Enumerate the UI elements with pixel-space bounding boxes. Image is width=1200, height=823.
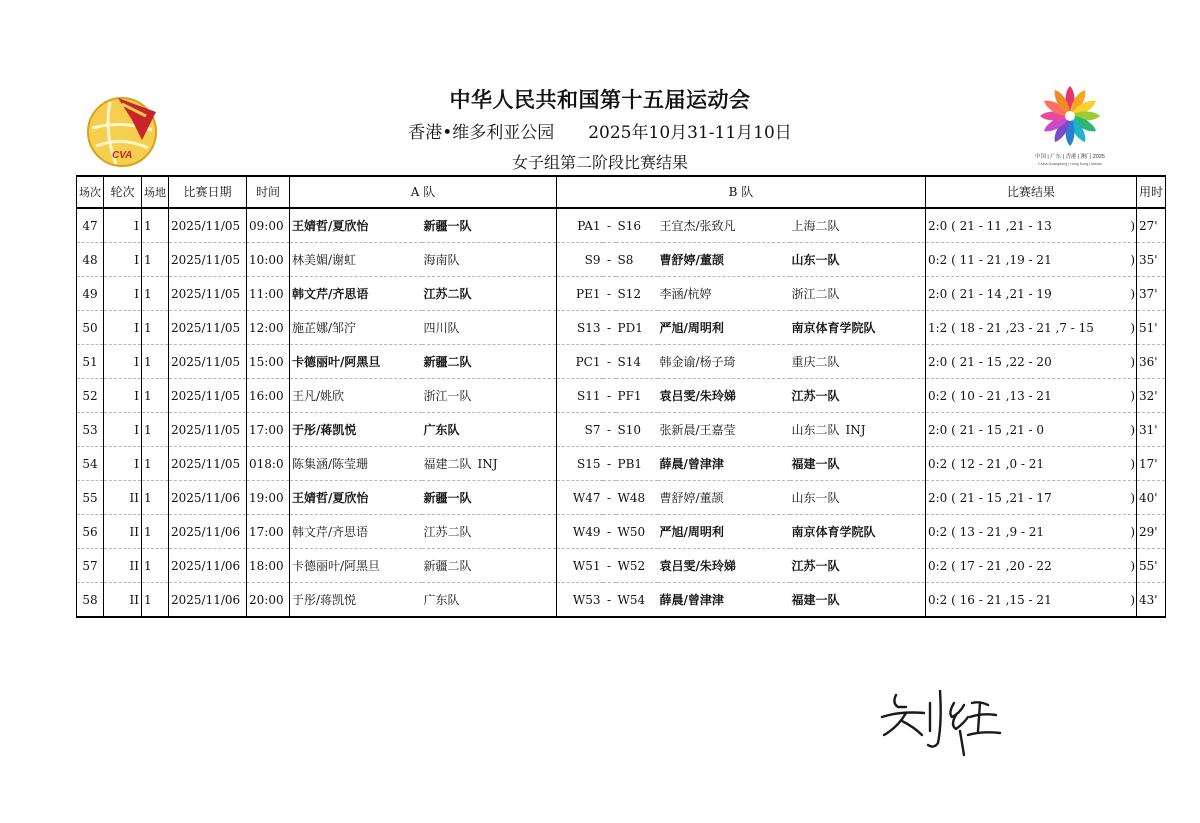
table-row	[77, 379, 1166, 413]
injury-flag	[840, 219, 846, 233]
match-time: 17:00	[247, 515, 290, 549]
round: I	[104, 311, 142, 345]
team-b-players: 张新晨/王嘉莹	[658, 413, 790, 447]
team-b-name	[790, 549, 926, 583]
match-result	[926, 413, 1137, 447]
match-date: 2025/11/05	[169, 379, 247, 413]
injury-flag	[472, 559, 478, 573]
col-header-time: 时间	[247, 176, 290, 208]
games-logo-text: 中国 | 广东 | 香港 | 澳门 2025	[1035, 154, 1105, 160]
team-a-name-text: 新疆二队	[423, 354, 472, 369]
injury-flag	[472, 491, 478, 505]
injury-flag	[460, 321, 466, 335]
match-number: 56	[77, 515, 104, 549]
team-a-name	[422, 311, 557, 345]
match-number: 51	[77, 345, 104, 379]
team-a-name	[422, 208, 557, 243]
result-score: 0:2 ( 11 - 21 ,19 - 21	[928, 252, 1052, 267]
injury-flag	[876, 525, 882, 539]
match-date: 2025/11/06	[169, 515, 247, 549]
team-a-code: S7	[557, 413, 603, 447]
team-b-name-text: 福建一队	[791, 592, 840, 607]
injury-flag: INJ	[845, 422, 866, 437]
code-dash: -	[603, 345, 616, 379]
team-a-code: S13	[557, 311, 603, 345]
result-score: 2:0 ( 21 - 15 ,22 - 20	[928, 354, 1052, 369]
table-row	[77, 243, 1166, 277]
team-b-code: PF1	[616, 379, 658, 413]
result-close-paren: )	[1130, 354, 1135, 369]
venue-and-dates	[0, 118, 1200, 143]
injury-flag	[840, 389, 846, 403]
match-result	[926, 515, 1137, 549]
match-number: 49	[77, 277, 104, 311]
injury-flag	[840, 491, 846, 505]
injury-flag	[840, 287, 846, 301]
team-a-name-text: 福建二队	[423, 456, 472, 471]
round: I	[104, 379, 142, 413]
team-a-code: S9	[557, 243, 603, 277]
team-b-name	[790, 277, 926, 311]
result-close-paren: )	[1130, 558, 1135, 573]
match-date: 2025/11/05	[169, 345, 247, 379]
match-time: 15:00	[247, 345, 290, 379]
match-number: 55	[77, 481, 104, 515]
team-a-code: S15	[557, 447, 603, 481]
court: 1	[142, 481, 169, 515]
team-a-name-text: 广东队	[423, 422, 460, 437]
match-result	[926, 345, 1137, 379]
table-row	[77, 277, 1166, 311]
team-b-name-text: 浙江二队	[791, 286, 840, 301]
court: 1	[142, 515, 169, 549]
match-result	[926, 447, 1137, 481]
team-b-players: 李涵/杭婷	[658, 277, 790, 311]
injury-flag	[876, 321, 882, 335]
injury-flag	[472, 389, 478, 403]
team-a-name	[422, 447, 557, 481]
team-b-code: PD1	[616, 311, 658, 345]
match-time: 018:0	[247, 447, 290, 481]
match-date: 2025/11/05	[169, 243, 247, 277]
team-b-name	[790, 379, 926, 413]
team-b-name-text: 南京体育学院队	[791, 524, 876, 539]
match-duration: 40'	[1137, 481, 1166, 515]
match-duration: 55'	[1137, 549, 1166, 583]
team-b-code: W52	[616, 549, 658, 583]
table-row	[77, 345, 1166, 379]
team-b-players: 曹舒婷/董颉	[658, 243, 790, 277]
team-b-name	[790, 481, 926, 515]
match-result	[926, 208, 1137, 243]
match-time: 19:00	[247, 481, 290, 515]
team-b-code: W54	[616, 583, 658, 618]
team-b-code: PB1	[616, 447, 658, 481]
court: 1	[142, 549, 169, 583]
result-score: 0:2 ( 16 - 21 ,15 - 21	[928, 592, 1052, 607]
team-b-players: 袁吕雯/朱玲娣	[658, 379, 790, 413]
team-a-name-text: 江苏二队	[423, 286, 472, 301]
match-number: 57	[77, 549, 104, 583]
court: 1	[142, 413, 169, 447]
team-a-name-text: 四川队	[423, 320, 460, 335]
team-b-players: 严旭/周明利	[658, 515, 790, 549]
team-a-code: PA1	[557, 208, 603, 243]
code-dash: -	[603, 481, 616, 515]
dates: 2025年10月31-11月10日	[588, 123, 792, 143]
team-a-players: 卡德丽叶/阿黑旦	[290, 549, 422, 583]
team-b-name-text: 山东二队	[791, 422, 840, 437]
match-duration: 36'	[1137, 345, 1166, 379]
table-row	[77, 311, 1166, 345]
match-number: 47	[77, 208, 104, 243]
result-score: 2:0 ( 21 - 15 ,21 - 17	[928, 490, 1052, 505]
result-score: 1:2 ( 18 - 21 ,23 - 21 ,7 - 15	[928, 320, 1094, 335]
code-dash: -	[603, 447, 616, 481]
team-b-name-text: 山东一队	[791, 252, 840, 267]
team-b-players: 袁吕雯/朱玲娣	[658, 549, 790, 583]
match-number: 52	[77, 379, 104, 413]
results-table	[76, 175, 1166, 618]
injury-flag	[472, 355, 478, 369]
match-date: 2025/11/05	[169, 413, 247, 447]
team-a-players: 王婧哲/夏欣怡	[290, 208, 422, 243]
team-b-code: S12	[616, 277, 658, 311]
team-a-name-text: 广东队	[423, 592, 460, 607]
col-header-duration: 用时	[1137, 176, 1166, 208]
round: II	[104, 583, 142, 618]
result-score: 2:0 ( 21 - 15 ,21 - 0	[928, 422, 1045, 437]
injury-flag	[840, 457, 846, 471]
injury-flag	[472, 219, 478, 233]
result-score: 0:2 ( 12 - 21 ,0 - 21	[928, 456, 1045, 471]
round: II	[104, 549, 142, 583]
match-number: 58	[77, 583, 104, 618]
result-close-paren: )	[1130, 286, 1135, 301]
round: I	[104, 447, 142, 481]
round: II	[104, 515, 142, 549]
injury-flag	[472, 525, 478, 539]
match-date: 2025/11/06	[169, 481, 247, 515]
team-b-players: 严旭/周明利	[658, 311, 790, 345]
code-dash: -	[603, 379, 616, 413]
match-time: 18:00	[247, 549, 290, 583]
match-duration: 31'	[1137, 413, 1166, 447]
team-b-name	[790, 208, 926, 243]
court: 1	[142, 311, 169, 345]
team-b-name	[790, 515, 926, 549]
team-a-name-text: 浙江一队	[423, 388, 472, 403]
venue: 香港•维多利亚公园	[408, 123, 555, 143]
injury-flag	[840, 355, 846, 369]
match-duration: 27'	[1137, 208, 1166, 243]
match-duration: 32'	[1137, 379, 1166, 413]
code-dash: -	[603, 515, 616, 549]
match-duration: 43'	[1137, 583, 1166, 618]
team-a-name	[422, 549, 557, 583]
result-score: 0:2 ( 17 - 21 ,20 - 22	[928, 558, 1052, 573]
team-b-code: S8	[616, 243, 658, 277]
match-date: 2025/11/05	[169, 277, 247, 311]
result-close-paren: )	[1130, 388, 1135, 403]
round: II	[104, 481, 142, 515]
match-number: 53	[77, 413, 104, 447]
match-result	[926, 277, 1137, 311]
injury-flag	[460, 253, 466, 267]
match-date: 2025/11/05	[169, 311, 247, 345]
team-a-code: PC1	[557, 345, 603, 379]
match-result	[926, 243, 1137, 277]
team-b-name-text: 上海二队	[791, 218, 840, 233]
col-header-team-b: B 队	[557, 176, 926, 208]
match-time: 09:00	[247, 208, 290, 243]
team-b-code: S16	[616, 208, 658, 243]
team-a-name	[422, 481, 557, 515]
injury-flag	[472, 287, 478, 301]
table-row	[77, 447, 1166, 481]
match-number: 54	[77, 447, 104, 481]
team-b-name-text: 江苏一队	[791, 558, 840, 573]
result-close-paren: )	[1130, 456, 1135, 471]
table-row	[77, 208, 1166, 243]
match-date: 2025/11/05	[169, 447, 247, 481]
code-dash: -	[603, 583, 616, 618]
result-close-paren: )	[1130, 252, 1135, 267]
team-b-name-text: 福建一队	[791, 456, 840, 471]
round: I	[104, 243, 142, 277]
col-header-court: 场地	[142, 176, 169, 208]
team-a-name	[422, 277, 557, 311]
result-close-paren: )	[1130, 524, 1135, 539]
match-date: 2025/11/06	[169, 549, 247, 583]
team-a-name	[422, 345, 557, 379]
team-b-players: 薛晨/曾津津	[658, 583, 790, 618]
team-b-name-text: 重庆二队	[791, 354, 840, 369]
team-b-name	[790, 447, 926, 481]
table-row	[77, 413, 1166, 447]
team-a-players: 韩文芹/齐思语	[290, 515, 422, 549]
team-a-name-text: 新疆一队	[423, 490, 472, 505]
court: 1	[142, 277, 169, 311]
result-close-paren: )	[1130, 218, 1135, 233]
match-time: 11:00	[247, 277, 290, 311]
team-b-code: S10	[616, 413, 658, 447]
team-a-name	[422, 243, 557, 277]
court: 1	[142, 379, 169, 413]
team-a-name-text: 海南队	[423, 252, 460, 267]
code-dash: -	[603, 311, 616, 345]
team-b-players: 韩金谕/杨子琦	[658, 345, 790, 379]
team-b-code: S14	[616, 345, 658, 379]
match-result	[926, 549, 1137, 583]
court: 1	[142, 345, 169, 379]
round: I	[104, 413, 142, 447]
svg-text:CVA: CVA	[112, 150, 133, 161]
result-score: 2:0 ( 21 - 14 ,21 - 19	[928, 286, 1052, 301]
result-close-paren: )	[1130, 422, 1135, 437]
round: I	[104, 208, 142, 243]
col-header-team-a: A 队	[290, 176, 557, 208]
match-duration: 29'	[1137, 515, 1166, 549]
match-result	[926, 311, 1137, 345]
team-b-name-text: 山东一队	[791, 490, 840, 505]
team-b-name-text: 南京体育学院队	[791, 320, 876, 335]
match-result	[926, 583, 1137, 618]
match-duration: 51'	[1137, 311, 1166, 345]
team-a-name-text: 新疆一队	[423, 218, 472, 233]
court: 1	[142, 243, 169, 277]
team-b-name	[790, 583, 926, 618]
match-result	[926, 379, 1137, 413]
team-a-name-text: 江苏二队	[423, 524, 472, 539]
team-a-players: 王凡/姚欣	[290, 379, 422, 413]
match-time: 12:00	[247, 311, 290, 345]
col-header-date: 比赛日期	[169, 176, 247, 208]
team-a-players: 卡德丽叶/阿黑旦	[290, 345, 422, 379]
match-date: 2025/11/05	[169, 208, 247, 243]
injury-flag	[460, 593, 466, 607]
team-b-name	[790, 243, 926, 277]
match-duration: 37'	[1137, 277, 1166, 311]
result-close-paren: )	[1130, 490, 1135, 505]
page-title: 中华人民共和国第十五届运动会	[449, 88, 751, 112]
col-header-match: 场次	[77, 176, 104, 208]
match-time: 20:00	[247, 583, 290, 618]
team-b-code: W50	[616, 515, 658, 549]
team-a-name-text: 新疆二队	[423, 558, 472, 573]
team-a-code: W53	[557, 583, 603, 618]
code-dash: -	[603, 243, 616, 277]
team-a-players: 施芷娜/邹泞	[290, 311, 422, 345]
team-a-players: 于彤/蒋凯悦	[290, 583, 422, 618]
match-time: 16:00	[247, 379, 290, 413]
stage-title: 女子组第二阶段比赛结果	[511, 153, 688, 172]
team-a-code: S11	[557, 379, 603, 413]
injury-flag	[840, 253, 846, 267]
court: 1	[142, 583, 169, 618]
team-a-code: W51	[557, 549, 603, 583]
result-close-paren: )	[1130, 592, 1135, 607]
team-a-code: W49	[557, 515, 603, 549]
match-result	[926, 481, 1137, 515]
games-logo-subtext: China Guangdong | Hong Kong | Macao	[1038, 162, 1102, 166]
team-b-players: 王宜杰/张致凡	[658, 208, 790, 243]
table-row	[77, 583, 1166, 618]
result-close-paren: )	[1130, 320, 1135, 335]
injury-flag	[840, 593, 846, 607]
col-header-round: 轮次	[104, 176, 142, 208]
match-time: 10:00	[247, 243, 290, 277]
match-duration: 17'	[1137, 447, 1166, 481]
code-dash: -	[603, 277, 616, 311]
team-a-code: PE1	[557, 277, 603, 311]
team-a-name	[422, 515, 557, 549]
team-a-code: W47	[557, 481, 603, 515]
table-row	[77, 481, 1166, 515]
result-score: 2:0 ( 21 - 11 ,21 - 13	[928, 218, 1052, 233]
team-a-players: 于彤/蒋凯悦	[290, 413, 422, 447]
team-b-name-text: 江苏一队	[791, 388, 840, 403]
team-a-name	[422, 413, 557, 447]
team-b-name	[790, 413, 926, 447]
team-b-code: W48	[616, 481, 658, 515]
court: 1	[142, 208, 169, 243]
team-a-players: 陈集涵/陈莹珊	[290, 447, 422, 481]
team-a-players: 林美媚/谢虹	[290, 243, 422, 277]
team-a-name	[422, 583, 557, 618]
team-a-players: 韩文芹/齐思语	[290, 277, 422, 311]
match-date: 2025/11/06	[169, 583, 247, 618]
injury-flag: INJ	[477, 456, 498, 471]
team-a-players: 王婧哲/夏欣怡	[290, 481, 422, 515]
injury-flag	[460, 423, 466, 437]
result-score: 0:2 ( 13 - 21 ,9 - 21	[928, 524, 1045, 539]
match-duration: 35'	[1137, 243, 1166, 277]
result-score: 0:2 ( 10 - 21 ,13 - 21	[928, 388, 1052, 403]
round: I	[104, 277, 142, 311]
signature	[876, 683, 1002, 757]
header-row	[77, 176, 1166, 208]
match-number: 48	[77, 243, 104, 277]
table-row	[77, 515, 1166, 549]
injury-flag	[840, 559, 846, 573]
team-b-players: 薛晨/曾津津	[658, 447, 790, 481]
col-header-result: 比赛结果	[926, 176, 1137, 208]
team-b-players: 曹舒婷/董颉	[658, 481, 790, 515]
match-number: 50	[77, 311, 104, 345]
round: I	[104, 345, 142, 379]
team-b-name	[790, 345, 926, 379]
code-dash: -	[603, 549, 616, 583]
code-dash: -	[603, 208, 616, 243]
table-row	[77, 549, 1166, 583]
team-a-name	[422, 379, 557, 413]
court: 1	[142, 447, 169, 481]
team-b-name	[790, 311, 926, 345]
code-dash: -	[603, 413, 616, 447]
match-time: 17:00	[247, 413, 290, 447]
